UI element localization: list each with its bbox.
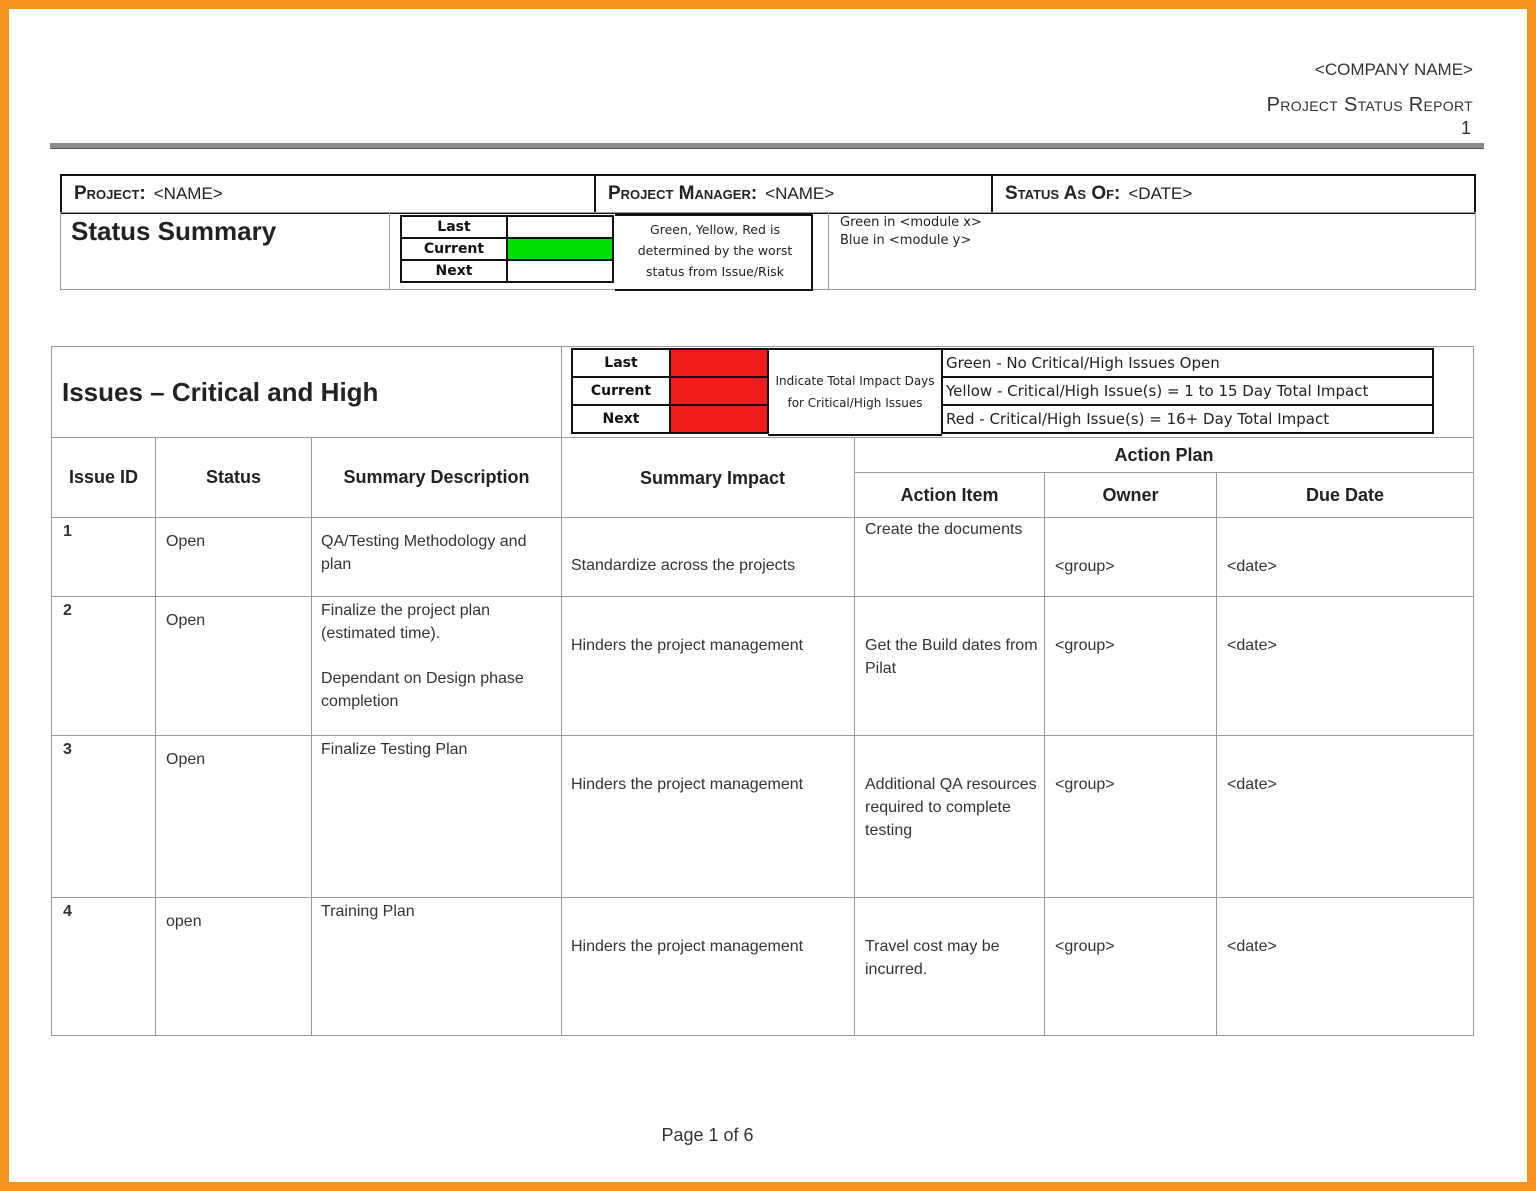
indicator-label: Current [401, 238, 507, 260]
action-item: Get the Build dates from Pilat [855, 597, 1045, 736]
indicator-color-cell [507, 260, 613, 282]
issue-status: Open [156, 597, 312, 736]
issue-description [312, 518, 562, 597]
table-header-row [52, 438, 1474, 473]
action-item: Additional QA resources required to complete testing [855, 736, 1045, 898]
indicator-color-cell [670, 377, 768, 405]
status-summary-title: Status Summary [71, 216, 277, 246]
issues-indicator-table [571, 348, 769, 434]
module-note-line: Blue in <module y> [840, 233, 972, 248]
issue-impact: Hinders the project management [562, 736, 855, 898]
status-as-of-value: <DATE> [1128, 184, 1193, 203]
module-notes [840, 214, 982, 250]
project-value: <NAME> [153, 184, 223, 203]
owner: <group> [1045, 518, 1217, 597]
divider [828, 212, 829, 290]
issue-id: 2 [52, 597, 156, 736]
issue-status: Open [156, 518, 312, 597]
indicator-color-cell [670, 405, 768, 433]
issue-description-text: QA/Testing Methodology and plan [321, 533, 527, 573]
header-action-item: Action Item [855, 473, 1045, 518]
status-as-of-cell [993, 176, 1474, 212]
status-note: Green, Yellow, Red is determined by the worst status from Issue/Risk [637, 222, 793, 279]
due-date: <date> [1217, 597, 1474, 736]
issue-description-note: Dependant on Design phase completion [321, 670, 524, 710]
indicator-row-current [572, 377, 768, 405]
indicator-row-last [401, 216, 613, 238]
header-owner: Owner [1045, 473, 1217, 518]
indicator-row-last [572, 349, 768, 377]
action-item: Create the documents [855, 518, 1045, 597]
issues-table [51, 437, 1474, 1036]
header-issue-id: Issue ID [52, 438, 156, 518]
status-summary-indicator-table [400, 215, 614, 283]
due-date: <date> [1217, 898, 1474, 1036]
issue-description [312, 597, 562, 736]
indicator-label: Next [401, 260, 507, 282]
project-manager-cell [596, 176, 993, 212]
action-item: Travel cost may be incurred. [855, 898, 1045, 1036]
issue-impact: Hinders the project management [562, 597, 855, 736]
indicator-row-current [401, 238, 613, 260]
owner: <group> [1045, 597, 1217, 736]
header-due-date: Due Date [1217, 473, 1474, 518]
indicator-color-cell [507, 216, 613, 238]
issues-legend [941, 348, 1434, 434]
status-as-of-label: Status As Of: [1005, 183, 1121, 204]
header-status: Status [156, 438, 312, 518]
issue-impact: Standardize across the projects [562, 518, 855, 597]
issue-description [312, 736, 562, 898]
project-manager-value: <NAME> [765, 184, 835, 203]
table-row [52, 898, 1474, 1036]
project-manager-label: Project Manager: [608, 183, 758, 204]
issue-description [312, 898, 562, 1036]
header-rule [50, 143, 1484, 149]
table-row [52, 736, 1474, 898]
issue-status: open [156, 898, 312, 1036]
divider [561, 346, 562, 438]
due-date: <date> [1217, 518, 1474, 597]
indicator-label: Last [572, 349, 670, 377]
company-name: <COMPANY NAME> [1314, 60, 1473, 79]
report-title: Project Status Report [1266, 94, 1473, 116]
impact-days-note: Indicate Total Impact Days for Critical/High Issues [768, 348, 942, 436]
issue-description-text: Finalize the project plan (estimated time). [321, 602, 490, 642]
indicator-color-cell [507, 238, 613, 260]
legend-yellow: Yellow - Critical/High Issue(s) = 1 to 15 Day Total Impact [942, 377, 1433, 405]
owner: <group> [1045, 736, 1217, 898]
indicator-row-next [401, 260, 613, 282]
issue-description-text: Finalize Testing Plan [321, 741, 468, 758]
header-summary-impact: Summary Impact [562, 438, 855, 518]
issue-id: 3 [52, 736, 156, 898]
due-date: <date> [1217, 736, 1474, 898]
header-summary-description: Summary Description [312, 438, 562, 518]
divider [389, 212, 390, 290]
issue-status: Open [156, 736, 312, 898]
table-row [52, 597, 1474, 736]
issue-id: 4 [52, 898, 156, 1036]
module-note-line: Green in <module x> [840, 215, 982, 230]
project-cell [62, 176, 596, 212]
table-row [52, 518, 1474, 597]
indicator-label: Next [572, 405, 670, 433]
header-page-number: 1 [1460, 118, 1471, 138]
owner: <group> [1045, 898, 1217, 1036]
header-action-plan: Action Plan [855, 438, 1474, 473]
indicator-label: Last [401, 216, 507, 238]
indicator-color-cell [670, 349, 768, 377]
project-info-row [60, 174, 1476, 214]
page-footer: Page 1 of 6 [661, 1125, 754, 1145]
indicator-label: Current [572, 377, 670, 405]
legend-green: Green - No Critical/High Issues Open [942, 349, 1433, 377]
issue-description-text: Training Plan [321, 903, 415, 920]
legend-red: Red - Critical/High Issue(s) = 16+ Day Total Impact [942, 405, 1433, 433]
issue-impact: Hinders the project management [562, 898, 855, 1036]
issue-id: 1 [52, 518, 156, 597]
issues-title: Issues – Critical and High [62, 377, 379, 407]
project-label: Project: [74, 183, 146, 204]
indicator-row-next [572, 405, 768, 433]
